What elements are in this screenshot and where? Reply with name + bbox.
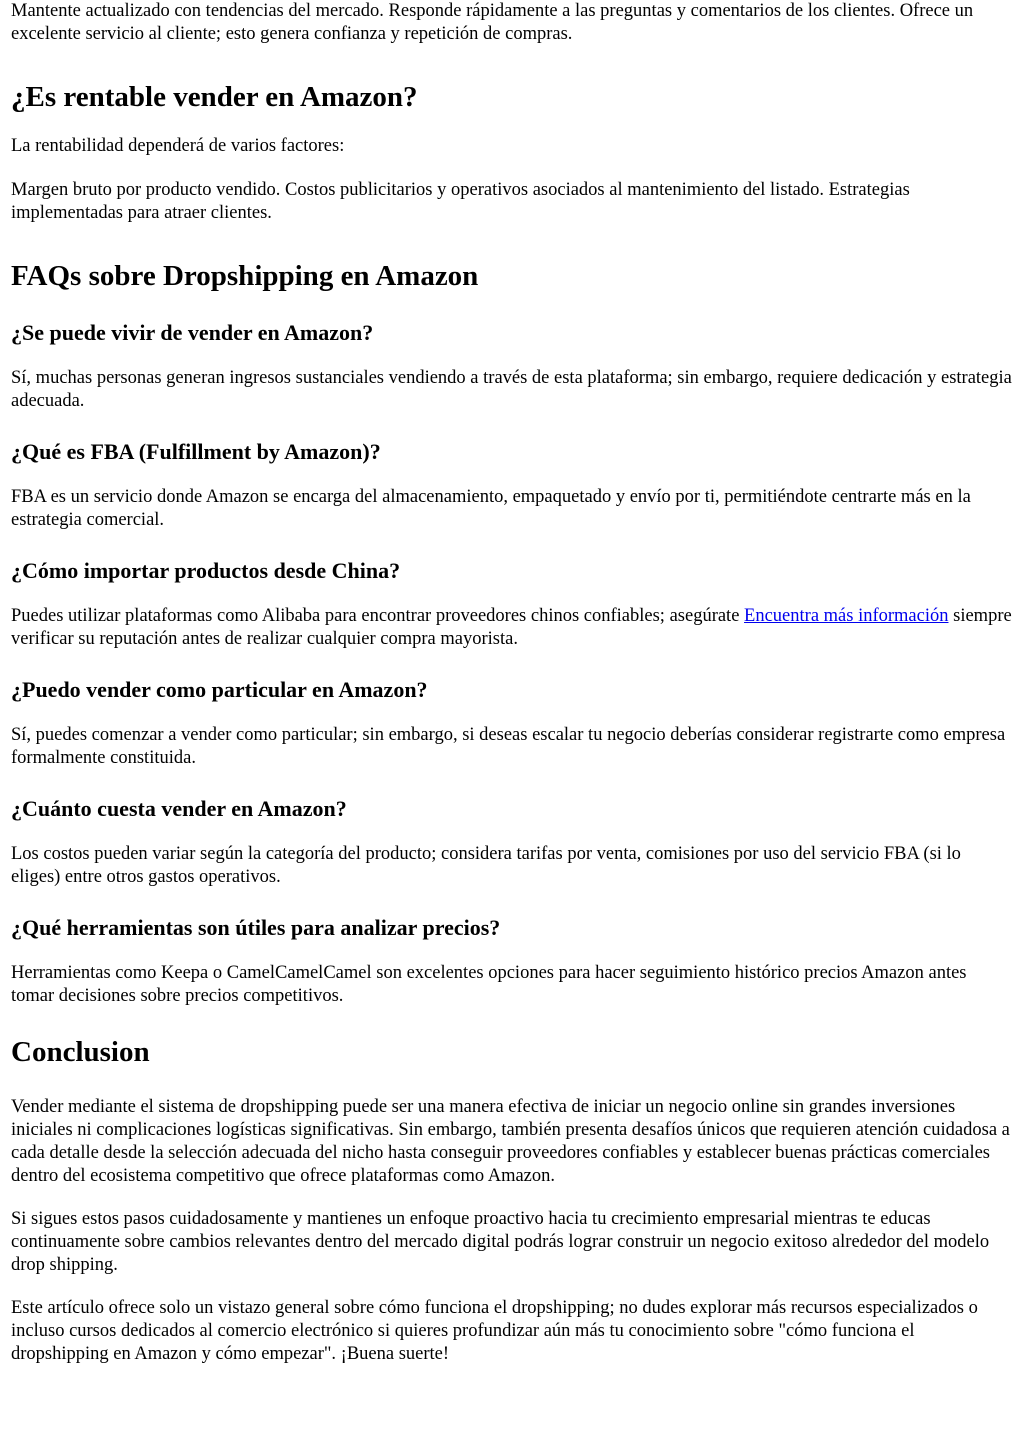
- rentable-heading: ¿Es rentable vender en Amazon?: [11, 81, 418, 113]
- rentable-lead-paragraph: La rentabilidad dependerá de varios factores:: [11, 136, 345, 156]
- faq-item-vivir: [11, 320, 1013, 413]
- faq-item-fba: [11, 439, 1013, 532]
- faq-item-particular: [11, 677, 1013, 770]
- faq-question: ¿Puedo vender como particular en Amazon?: [11, 677, 428, 702]
- faq-question: ¿Cuánto cuesta vender en Amazon?: [11, 796, 347, 821]
- faq-item-china: [11, 558, 1013, 651]
- faq-answer-text-after: siempre verificar su reputación antes de realizar cualquier compra mayorista.: [11, 606, 1012, 649]
- faq-question: ¿Qué es FBA (Fulfillment by Amazon)?: [11, 439, 381, 464]
- intro-paragraph: Mantente actualizado con tendencias del mercado. Responde rápidamente a las preguntas y comentarios de los clientes. Ofrece un excelente servicio al cliente; esto genera confianza y repetición de compras.: [11, 1, 974, 44]
- conclusion-paragraph: Si sigues estos pasos cuidadosamente y mantienes un enfoque proactivo hacia tu crecimiento empresarial mientras te educas continuamente sobre cambios relevantes dentro del mercado digital podrás lograr construir un negocio exitoso alrededor del modelo drop shipping.: [11, 1209, 990, 1275]
- faq-item-cost: [11, 796, 1013, 889]
- faq-question: ¿Cómo importar productos desde China?: [11, 558, 401, 583]
- faq-question: ¿Se puede vivir de vender en Amazon?: [11, 320, 374, 345]
- conclusion-paragraph: Este artículo ofrece solo un vistazo general sobre cómo funciona el dropshipping; no dudes explorar más recursos especializados o incluso cursos dedicados al comercio electrónico si quieres profundizar aún más tu conocimiento sobre "cómo funciona el dropshipping en Amazon y cómo empezar". ¡Buena suerte!: [11, 1298, 978, 1364]
- conclusion-heading: Conclusion: [11, 1036, 150, 1068]
- rentable-factors-paragraph: Margen bruto por producto vendido. Costos publicitarios y operativos asociados al mantenimiento del listado. Estrategias implementadas para atraer clientes.: [11, 180, 910, 223]
- faq-answer-text-before: Puedes utilizar plataformas como Alibaba para encontrar proveedores chinos confiables; asegúrate: [11, 606, 745, 626]
- faq-answer: Los costos pueden variar según la categoría del producto; considera tarifas por venta, comisiones por uso del servicio FBA (si lo eliges) entre otros gastos operativos.: [11, 844, 961, 887]
- faq-answer: [11, 605, 1013, 651]
- more-info-link[interactable]: Encuentra más información: [744, 606, 949, 626]
- faq-answer: FBA es un servicio donde Amazon se encarga del almacenamiento, empaquetado y envío por ti, permitiéndote centrarte más en la estrategia comercial.: [11, 487, 971, 530]
- conclusion-paragraph: Vender mediante el sistema de dropshipping puede ser una manera efectiva de iniciar un negocio online sin grandes inversiones iniciales ni complicaciones logísticas significativas. Sin embargo, también presenta desafíos únicos que requieren atención cuidadosa a cada detalle desde la selección adecuada del nicho hasta conseguir proveedores confiables y establecer buenas prácticas comerciales dentro del ecosistema competitivo que ofrece plataformas como Amazon.: [11, 1097, 1010, 1186]
- faq-question: ¿Qué herramientas son útiles para analizar precios?: [11, 915, 501, 940]
- faq-answer: Herramientas como Keepa o CamelCamelCamel son excelentes opciones para hacer seguimiento histórico precios Amazon antes tomar decisiones sobre precios competitivos.: [11, 963, 967, 1006]
- faq-item-tools: [11, 915, 1013, 1008]
- faq-answer: Sí, muchas personas generan ingresos sustanciales vendiendo a través de esta plataforma; sin embargo, requiere dedicación y estrategia adecuada.: [11, 368, 1012, 411]
- faqs-heading: FAQs sobre Dropshipping en Amazon: [11, 260, 479, 292]
- faq-answer: Sí, puedes comenzar a vender como particular; sin embargo, si deseas escalar tu negocio deberías considerar registrarte como empresa formalmente constituida.: [11, 725, 1006, 768]
